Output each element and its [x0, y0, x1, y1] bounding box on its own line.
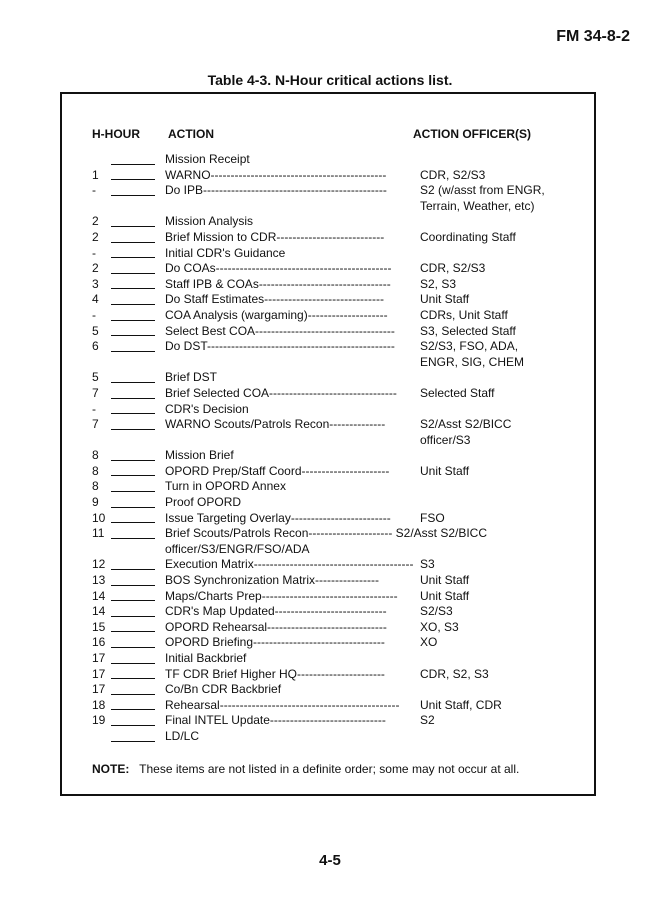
blank-line [111, 741, 155, 742]
table-row [92, 417, 582, 433]
hhour-cell: - [92, 183, 96, 198]
officer-cell: Unit Staff [420, 573, 470, 588]
table-row [92, 230, 582, 246]
action-cell: Mission Analysis [165, 214, 254, 229]
action-cell: Do Staff Estimates------------------------------ [165, 292, 385, 307]
actions-list [92, 152, 582, 745]
hhour-cell: 19 [92, 713, 106, 728]
table-row [92, 168, 582, 184]
action-cell: LD/LC [165, 728, 200, 743]
table-row [92, 261, 582, 277]
officer-cell: CDR, S2, S3 [420, 666, 489, 681]
officer-cell: Unit Staff [420, 463, 470, 478]
note-label: NOTE: [92, 762, 130, 776]
table-row [92, 479, 582, 495]
table-row [92, 557, 582, 573]
action-cell: WARNO-------------------------------------------- [165, 167, 387, 182]
column-header-action: ACTION [168, 127, 214, 141]
officer-cell: Selected Staff [420, 385, 495, 400]
hhour-cell: 4 [92, 292, 99, 307]
blank-line [111, 320, 155, 321]
hhour-cell: 3 [92, 276, 99, 291]
blank-line [111, 647, 155, 648]
officer-cell: XO, S3 [420, 619, 459, 634]
blank-line [111, 413, 155, 414]
hhour-cell: 5 [92, 323, 99, 338]
action-cell: Initial Backbrief [165, 651, 247, 665]
hhour-cell: 5 [92, 370, 99, 385]
table-row [92, 370, 582, 386]
blank-line [111, 304, 155, 305]
officer-cell: S2/Asst S2/BICC [420, 417, 512, 432]
hhour-cell: 2 [92, 229, 99, 244]
officer-cell: Unit Staff [420, 588, 470, 603]
action-cell: Mission Brief [165, 448, 234, 463]
action-cell: Turn in OPORD Annex [165, 479, 286, 494]
action-cell: CDR's Decision [165, 401, 249, 416]
table-row [92, 573, 582, 589]
hhour-cell: 10 [92, 510, 106, 525]
officer-cell: S3 [420, 557, 435, 572]
table-row [92, 292, 582, 308]
officer-cell: Terrain, Weather, etc) [420, 198, 535, 213]
blank-line [111, 491, 155, 492]
blank-line [111, 398, 155, 399]
action-cell: officer/S3/ENGR/FSO/ADA [165, 541, 310, 556]
hhour-cell: 2 [92, 261, 99, 276]
blank-line [111, 538, 155, 539]
action-cell: Do COAs-------------------------------------------- [165, 261, 392, 276]
officer-cell: FSO [420, 510, 445, 525]
hhour-cell: 8 [92, 479, 99, 494]
table-row [92, 682, 582, 698]
table-row [92, 620, 582, 636]
action-cell: Brief Scouts/Patrols Recon--------------------- S2/Asst S2/BICC [165, 526, 488, 541]
column-header-hhour: H-HOUR [92, 127, 140, 141]
blank-line [111, 195, 155, 196]
action-cell: Brief Mission to CDR--------------------------- [165, 229, 385, 244]
table-row [92, 635, 582, 651]
page-number: 4-5 [319, 852, 341, 869]
officer-cell: S2, S3 [420, 276, 457, 291]
table-row [92, 511, 582, 527]
blank-line [111, 273, 155, 274]
officer-cell: Coordinating Staff [420, 229, 516, 244]
blank-line [111, 242, 155, 243]
officer-cell: S3, Selected Staff [420, 323, 516, 338]
table-row [92, 526, 582, 542]
officer-cell: S2 [420, 713, 435, 728]
hhour-cell: 14 [92, 604, 106, 619]
blank-line [111, 226, 155, 227]
blank-line [111, 475, 155, 476]
blank-line [111, 709, 155, 710]
action-cell: Staff IPB & COAs--------------------------------- [165, 276, 391, 291]
officer-cell: Unit Staff, CDR [420, 697, 502, 712]
action-cell: Issue Targeting Overlay------------------------- [165, 510, 391, 525]
action-cell: TF CDR Brief Higher HQ---------------------- [165, 666, 385, 681]
action-cell: Proof OPORD [165, 495, 242, 510]
action-cell: BOS Synchronization Matrix---------------- [165, 573, 379, 588]
table-row [92, 402, 582, 418]
table-row [92, 277, 582, 293]
hhour-cell: - [92, 245, 96, 260]
hhour-cell: 17 [92, 666, 106, 681]
table-row [92, 495, 582, 511]
table-row [92, 433, 582, 449]
hhour-cell: 8 [92, 448, 99, 463]
table-row [92, 448, 582, 464]
officer-cell: officer/S3 [420, 432, 471, 447]
action-cell: WARNO Scouts/Patrols Recon-------------- [165, 417, 386, 432]
table-row [92, 246, 582, 262]
hhour-cell: 16 [92, 635, 106, 650]
blank-line [111, 725, 155, 726]
blank-line [111, 164, 155, 165]
table-row [92, 542, 582, 558]
blank-line [111, 507, 155, 508]
hhour-cell: 11 [92, 526, 105, 541]
action-cell: OPORD Rehearsal------------------------------ [165, 619, 387, 634]
action-cell: Initial CDR's Guidance [165, 245, 286, 260]
blank-line [111, 678, 155, 679]
hhour-cell: 13 [92, 573, 106, 588]
blank-line [111, 429, 155, 430]
note-text: These items are not listed in a definite order; some may not occur at all. [139, 762, 520, 776]
blank-line [111, 569, 155, 570]
blank-line [111, 616, 155, 617]
hhour-cell: 15 [92, 619, 106, 634]
table-row [92, 324, 582, 340]
action-cell: Select Best COA----------------------------------- [165, 323, 395, 338]
hhour-cell: - [92, 307, 96, 322]
document-id: FM 34-8-2 [556, 28, 630, 45]
table-row [92, 152, 582, 168]
blank-line [111, 600, 155, 601]
officer-cell: CDR, S2/S3 [420, 261, 486, 276]
table-note [92, 762, 519, 776]
table-row [92, 339, 582, 355]
table-row [92, 199, 582, 215]
table-row [92, 698, 582, 714]
blank-line [111, 382, 155, 383]
blank-line [111, 694, 155, 695]
table-row [92, 604, 582, 620]
table-row [92, 355, 582, 371]
hhour-cell: 18 [92, 697, 106, 712]
officer-cell: S2/S3 [420, 604, 453, 619]
officer-cell: CDRs, Unit Staff [420, 307, 508, 322]
action-cell: Mission Receipt [165, 152, 250, 166]
table-title: Table 4-3. N-Hour critical actions list. [207, 72, 453, 88]
table-row [92, 667, 582, 683]
blank-line [111, 257, 155, 258]
blank-line [111, 460, 155, 461]
table-row [92, 464, 582, 480]
table-row [92, 214, 582, 230]
action-cell: Maps/Charts Prep---------------------------------- [165, 588, 398, 603]
action-cell: OPORD Briefing--------------------------------- [165, 635, 385, 650]
table-row [92, 183, 582, 199]
action-cell: OPORD Prep/Staff Coord---------------------- [165, 463, 390, 478]
hhour-cell: - [92, 401, 96, 416]
action-cell: CDR's Map Updated---------------------------- [165, 604, 387, 619]
officer-cell: CDR, S2/S3 [420, 167, 486, 182]
action-cell: Do DST----------------------------------------------- [165, 339, 395, 354]
blank-line [111, 351, 155, 352]
blank-line [111, 179, 155, 180]
hhour-cell: 14 [92, 588, 106, 603]
hhour-cell: 6 [92, 339, 99, 354]
hhour-cell: 1 [92, 167, 99, 182]
action-cell: COA Analysis (wargaming)-------------------- [165, 307, 388, 322]
blank-line [111, 585, 155, 586]
officer-cell: ENGR, SIG, CHEM [420, 354, 525, 369]
action-cell: Do IPB---------------------------------------------- [165, 183, 387, 198]
action-cell: Final INTEL Update----------------------------- [165, 713, 386, 728]
hhour-cell: 8 [92, 463, 99, 478]
hhour-cell: 17 [92, 682, 106, 697]
table-row [92, 651, 582, 667]
blank-line [111, 288, 155, 289]
table-row [92, 713, 582, 729]
column-header-officer: ACTION OFFICER(S) [413, 127, 531, 141]
table-row [92, 589, 582, 605]
hhour-cell: 9 [92, 495, 99, 510]
officer-cell: S2/S3, FSO, ADA, [420, 339, 519, 354]
hhour-cell: 2 [92, 214, 99, 229]
action-cell: Rehearsal--------------------------------------------- [165, 697, 400, 712]
officer-cell: XO [420, 635, 438, 650]
action-cell: Brief Selected COA-------------------------------- [165, 385, 397, 400]
table-row [92, 729, 582, 745]
table-row [92, 386, 582, 402]
blank-line [111, 522, 155, 523]
hhour-cell: 7 [92, 385, 99, 400]
hhour-cell: 7 [92, 417, 99, 432]
action-cell: Co/Bn CDR Backbrief [165, 682, 282, 697]
officer-cell: Unit Staff [420, 292, 470, 307]
blank-line [111, 663, 155, 664]
table-row [92, 308, 582, 324]
hhour-cell: 12 [92, 557, 106, 572]
blank-line [111, 631, 155, 632]
action-cell: Execution Matrix---------------------------------------- [165, 557, 414, 572]
blank-line [111, 335, 155, 336]
action-cell: Brief DST [165, 370, 218, 385]
hhour-cell: 17 [92, 651, 106, 665]
officer-cell: S2 (w/asst from ENGR, [420, 183, 545, 198]
